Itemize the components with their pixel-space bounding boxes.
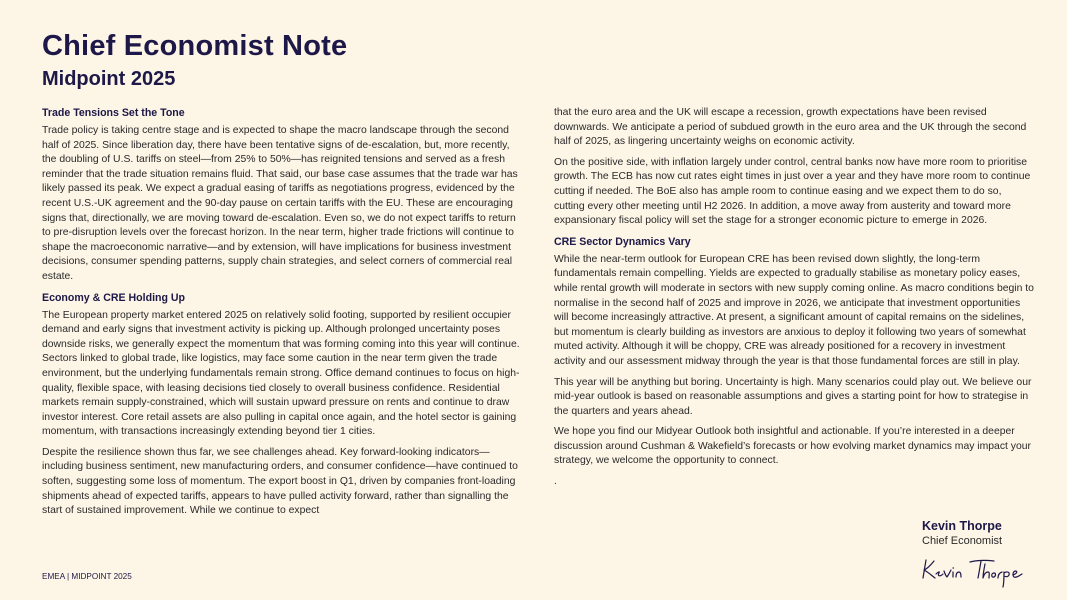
paragraph-central-banks: On the positive side, with inflation largely under control, central banks now have more room to prioritise growth. The ECB has now cut rates eight times in just over a year and they have more room to continue cutting if needed. The BoE also has ample room to continue easing and we expect them to do so, cutting every other meeting until H2 2026. In addition, a move away from austerity and toward more expansionary fiscal policy will set the stage for a stronger economic picture to emerge in 2026. <box>554 156 1031 227</box>
page-footer: EMEA | MIDPOINT 2025 <box>42 572 132 581</box>
section-heading-cre: CRE Sector Dynamics Vary <box>554 235 691 248</box>
section-heading-trade: Trade Tensions Set the Tone <box>42 107 185 119</box>
right-column <box>554 106 1034 496</box>
trailing-dot: . <box>554 476 557 488</box>
paragraph-cre: While the near-term outlook for European CRE has been revised down slightly, the long-term fundamentals remain compelling. Yields are expected to gradually stabilise as monetary policy eases, while rental growth will moderate in sectors with new supply coming online. As macro conditions begin to normalise in the second half of 2025 and improve in 2026, we anticipate that investment opportunities will become increasingly attractive. At present, a significant amount of capital remains on the sidelines, but momentum is clearly building as investors are anxious to deploy it following two years of somewhat muted activity. Although it will be choppy, CRE was already positioned for a recovery in investment activity and our assessment midway through the year is that those fundamental forces are still in play. <box>554 253 1034 367</box>
paragraph-trade: Trade policy is taking centre stage and is expected to shape the macro landscape through the second half of 2025. Since liberation day, there have been tentative signs of de-escalation, but, more recently, the doubling of U.S. tariffs on steel—from 25% to 50%—has reignited tensions and served as a fresh reminder that the trade situation remains fluid. That said, our base case assumes that the trade war has likely passed its peak. We expect a gradual easing of tariffs as negotiations progress, evidenced by the recent U.S.-UK agreement and the 90-day pause on certain tariffs with the EU. These are encouraging signs that, directionally, we are moving toward de-escalation. Even so, we do not expect tariffs to return to pre-disruption levels over the forecast horizon. In the near term, higher trade frictions will continue to shape the macroeconomic narrative—and by extension, will have implications for business investment decisions, consumer spending patterns, supply chain strategies, and select corners of commercial real estate. <box>42 125 518 282</box>
section-heading-economy: Economy & CRE Holding Up <box>42 291 186 304</box>
page-title: Chief Economist Note <box>42 30 348 62</box>
handwritten-signature <box>918 556 1033 588</box>
paragraph-outlook: This year will be anything but boring. Uncertainty is high. Many scenarios could play out. We believe our mid-year outlook is based on reasonable assumptions and gives a starting point for how to strategise in the quarters and years ahead. <box>554 376 1032 417</box>
paragraph-closing: We hope you find our Midyear Outlook both insightful and actionable. If you’re interested in a deeper discussion around Cushman & Wakefield’s forecasts or how evolving market dynamics may impact your strategy, we welcome the opportunity to connect. <box>554 426 1032 467</box>
left-column <box>42 106 522 525</box>
paragraph-economy-1: The European property market entered 2025 on relatively solid footing, supported by resilient occupier demand and early signs that investment activity is picking up. Although prolonged uncertainty poses downside risks, we generally expect the momentum that was forming coming into this year will continue. Sectors linked to global trade, like logistics, may face some caution in the near term given the trade environment, but the underlying fundamentals remain strong. Office demand continues to focus on high-quality, flexible space, with leasing decisions tied closely to overall business confidence. Residential markets remain supply-constrained, which will sustain upward pressure on rents and continue to draw investor interest. Core retail assets are also pulling in capital once again, and the hotel sector is gaining momentum, with transactions increasingly extending beyond tier 1 cities. <box>42 309 520 438</box>
signature-name: Kevin Thorpe <box>922 519 1002 533</box>
signature-role: Chief Economist <box>922 535 1003 547</box>
page-subtitle: Midpoint 2025 <box>42 68 176 90</box>
paragraph-recession: that the euro area and the UK will escape a recession, growth expectations have been revised downwards. We anticipate a period of subdued growth in the euro area and the UK through the second half of 2025, as lingering uncertainty weighs on economic activity. <box>554 107 1027 148</box>
paragraph-economy-2: Despite the resilience shown thus far, we see challenges ahead. Key forward-looking indicators—including business sentiment, new manufacturing orders, and consumer confidence—have continued to soften, suggesting some loss of momentum. The export boost in Q1, driven by companies front-loading shipments ahead of expected tariffs, appears to have pulled activity forward, rather than signalling the start of sustained improvement. While we continue to expect <box>42 446 518 517</box>
